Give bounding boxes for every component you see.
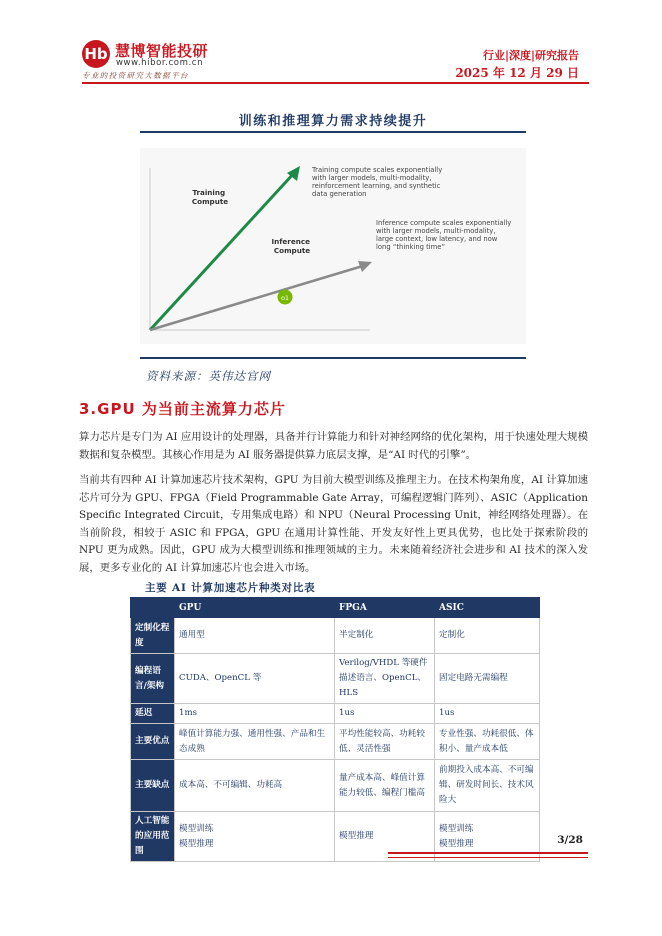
training-note: Training compute scales exponentially with larger models, multi-modality, reinforcement learning, and synthetic data generation	[312, 166, 443, 198]
table-header-cell: FPGA	[335, 598, 435, 618]
table-cell: 模型训练 模型推理	[435, 812, 540, 862]
inference-compute-label: Inference Compute	[271, 237, 311, 255]
header-divider	[82, 82, 589, 84]
body-paragraph: 当前共有四种 AI 计算加速芯片技术架构，GPU 为目前大模型训练及推理主力。在技术构架角度，AI 计算加速芯片可分为 GPU、FPGA（Field Programmable Gate Array，可编程逻辑门阵列）、ASIC（Application Specific Integrated Circuit，专用集成电路）和 NPU（Neural Processing Unit，神经网络处理器）。在当前阶段，相较于 ASIC 和 FPGA，GPU 在通用计算性能、开发友好性上更具优势，也比处于探索阶段的 NPU 更为成熟。因此，GPU 成为大模型训练和推理领域的主力。未来随着经济社会进步和 AI 技术的深入发展，更多专业化的 AI 计算加速芯片也会进入市场。	[79, 474, 588, 574]
figure-top-rule	[140, 131, 526, 133]
table-row	[131, 812, 540, 862]
figure-title: 训练和推理算力需求持续提升	[238, 114, 428, 129]
table-cell: 1us	[435, 704, 540, 724]
chip-comparison-table	[130, 597, 540, 862]
table-row	[131, 704, 540, 724]
table-header-cell: GPU	[175, 598, 335, 618]
o1-marker-label: o1	[280, 294, 290, 302]
table-cell: 定制化	[435, 618, 540, 654]
table-cell: 峰值计算能力强、通用性强、产品和生态成熟	[175, 724, 335, 760]
table-cell: 量产成本高、峰值计算能力较低、编程门槛高	[335, 760, 435, 812]
table-cell: 成本高、不可编辑、功耗高	[175, 760, 335, 812]
table-row-header: 人工智能的应用范围	[131, 812, 175, 862]
inference-note: Inference compute scales exponentially with larger models, multi-modality, large context, low latency, and now long “thinking time”	[376, 219, 512, 251]
report-date: 2025 年 12 月 29 日	[455, 66, 579, 80]
table-row-header: 编程语言/架构	[131, 654, 175, 704]
table-row	[131, 724, 540, 760]
footer-rule-secondary	[388, 857, 588, 858]
compute-growth-diagram	[140, 148, 526, 344]
section-heading: 3.GPU 为当前主流算力芯片	[79, 400, 286, 418]
training-compute-label: Training Compute	[191, 188, 229, 206]
brand-slogan: 专业的投资研究大数据平台	[82, 71, 189, 80]
table-row-header: 定制化程度	[131, 618, 175, 654]
table-cell: 通用型	[175, 618, 335, 654]
table-cell: 1ms	[175, 704, 335, 724]
table-row-header: 主要优点	[131, 724, 175, 760]
table-row	[131, 618, 540, 654]
brand-url: www.hibor.com.cn	[116, 58, 204, 68]
table-cell: 1us	[335, 704, 435, 724]
table-cell: 半定制化	[335, 618, 435, 654]
table-header-row	[131, 598, 540, 618]
table-cell: 固定电路无需编程	[435, 654, 540, 704]
table-row	[131, 654, 540, 704]
table-row-header: 延迟	[131, 704, 175, 724]
table-header-cell	[131, 598, 175, 618]
table-cell: CUDA、OpenCL 等	[175, 654, 335, 704]
table-cell: 模型推理	[335, 812, 435, 862]
table-cell: 前期投入成本高、不可编辑、研发时间长、技术风险大	[435, 760, 540, 812]
table-cell: 模型训练 模型推理	[175, 812, 335, 862]
brand-name: 慧博智能投研	[115, 42, 209, 60]
report-type: 行业|深度|研究报告	[482, 49, 579, 62]
table-cell: 平均性能较高、功耗较低、灵活性强	[335, 724, 435, 760]
table-cell: 专业性强、功耗很低、体积小、量产成本低	[435, 724, 540, 760]
table-cell: Verilog/VHDL 等硬件描述语言、OpenCL、HLS	[335, 654, 435, 704]
table-row	[131, 760, 540, 812]
page-number: 3/28	[557, 834, 583, 846]
figure-bottom-rule	[140, 357, 526, 359]
figure-source: 资料来源：英伟达官网	[146, 369, 271, 383]
brand-logo-icon: Hb	[82, 40, 110, 68]
footer-rule	[388, 852, 588, 854]
table-caption: 主要 AI 计算加速芯片种类对比表	[145, 582, 316, 594]
body-paragraph: 算力芯片是专门为 AI 应用设计的处理器，具备并行计算能力和针对神经网络的优化架构，用于快速处理大规模数据和复杂模型。其核心作用是为 AI 服务器提供算力底层支撑，是“AI 时代的引擎”。	[79, 431, 588, 461]
table-header-cell: ASIC	[435, 598, 540, 618]
table-row-header: 主要缺点	[131, 760, 175, 812]
